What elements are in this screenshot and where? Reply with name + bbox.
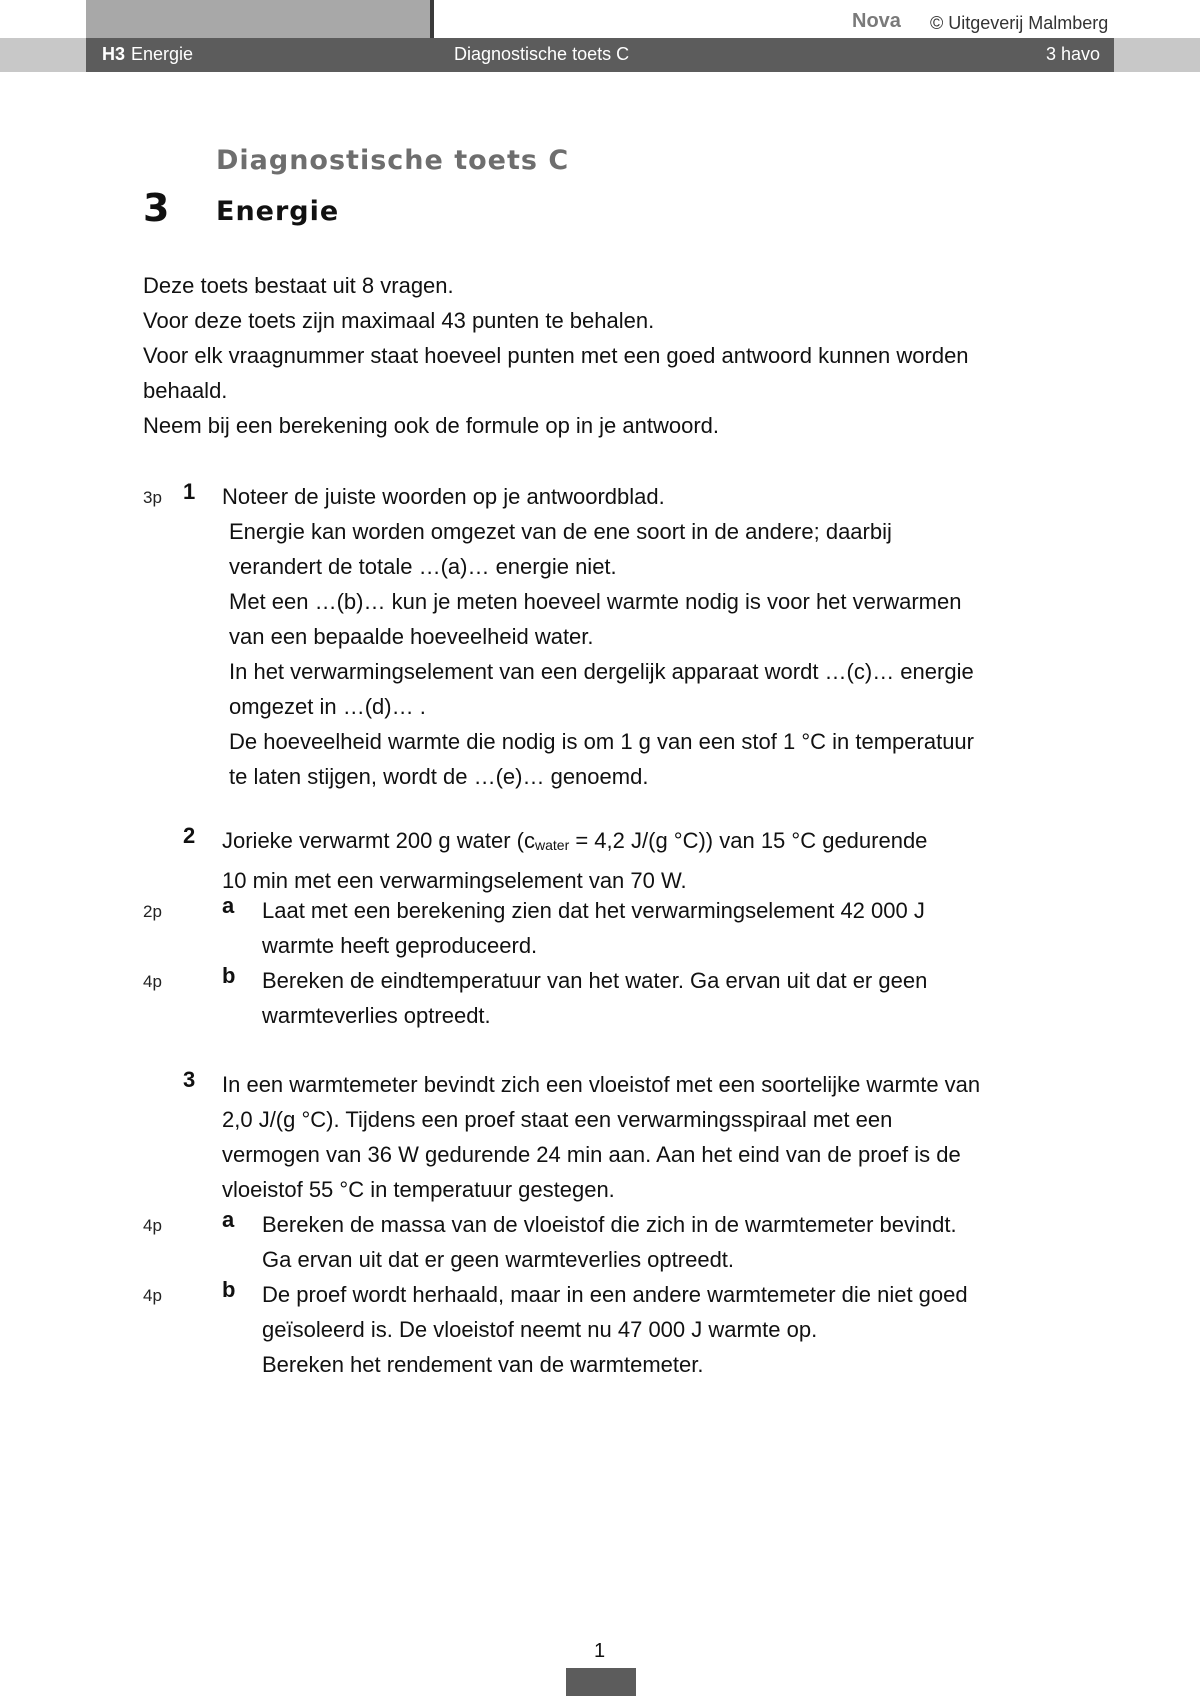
q1-text-line: In het verwarmingselement van een dergelijk apparaat wordt …(c)… energie (229, 659, 974, 684)
q2a-points: 2p (143, 902, 162, 921)
q3-text-line: vloeistof 55 °C in temperatuur gestegen. (222, 1177, 615, 1202)
q1-text (229, 514, 974, 794)
header-chapter (102, 44, 193, 65)
header-top-block (86, 0, 431, 38)
q2a-text-line: Laat met een berekening zien dat het verwarmingselement 42 000 J (262, 898, 925, 923)
intro-line: behaald. (143, 378, 228, 403)
q1-points: 3p (143, 488, 162, 507)
footer-tab (566, 1668, 636, 1696)
q2a-text-line: warmte heeft geproduceerd. (262, 933, 538, 958)
q1-text-line: De hoeveelheid warmte die nodig is om 1 g van een stof 1 °C in temperatuur (229, 729, 974, 754)
header-bar-left-margin (0, 38, 86, 72)
q1-instruction: Noteer de juiste woorden op je antwoordblad. (222, 484, 665, 509)
header-chapter-code: H3 (102, 44, 126, 64)
q2a-letter: a (222, 893, 235, 918)
q3a-text-line: Ga ervan uit dat er geen warmteverlies optreedt. (262, 1247, 735, 1272)
q2-text (222, 823, 927, 898)
q1-text-line: verandert de totale …(a)… energie niet. (229, 554, 617, 579)
q1-number: 1 (183, 479, 196, 504)
q2-subscript: water (535, 837, 570, 853)
brand-name: Nova (852, 10, 901, 32)
header-bar-right-margin (1114, 38, 1200, 72)
q3-number: 3 (183, 1067, 196, 1092)
q3a-text (262, 1207, 957, 1277)
q3-text-line: vermogen van 36 W gedurende 24 min aan. Aan het eind van de proef is de (222, 1142, 961, 1167)
q1-text-line: te laten stijgen, wordt de …(e)… genoemd. (229, 764, 649, 789)
q1-text-line: Energie kan worden omgezet van de ene soort in de andere; daarbij (229, 519, 892, 544)
intro-line: Neem bij een berekening ook de formule op in je antwoord. (143, 413, 720, 438)
q2-text-line (222, 823, 927, 863)
q3-text-line: In een warmtemeter bevindt zich een vloeistof met een soortelijke warmte van (222, 1072, 981, 1097)
q3b-text (262, 1277, 968, 1382)
q3b-points: 4p (143, 1286, 162, 1305)
q3b-letter: b (222, 1277, 236, 1302)
q2-text-line: 10 min met een verwarmingselement van 70 W. (222, 868, 687, 893)
q2-text-part: = 4,2 J/(g °C)) van 15 °C gedurende (569, 828, 928, 853)
q3b-text-line: De proef wordt herhaald, maar in een andere warmtemeter die niet goed (262, 1282, 968, 1307)
q3-text-line: 2,0 J/(g °C). Tijdens een proef staat een verwarmingsspiraal met een (222, 1107, 893, 1132)
header-test-title: Diagnostische toets C (454, 44, 630, 64)
q2b-letter: b (222, 963, 236, 988)
q3a-text-line: Bereken de massa van de vloeistof die zich in de warmtemeter bevindt. (262, 1212, 957, 1237)
q2b-text (262, 963, 927, 1033)
q2b-text-line: warmteverlies optreedt. (262, 1003, 491, 1028)
q1-text-line: van een bepaalde hoeveelheid water. (229, 624, 594, 649)
intro-line: Voor deze toets zijn maximaal 43 punten te behalen. (143, 308, 655, 333)
intro-paragraph (143, 268, 969, 443)
q3a-points: 4p (143, 1216, 162, 1235)
intro-line: Voor elk vraagnummer staat hoeveel punten met een goed antwoord kunnen worden (143, 343, 969, 368)
q3b-text-line: Bereken het rendement van de warmtemeter. (262, 1352, 704, 1377)
copyright: © Uitgeverij Malmberg (930, 13, 1109, 33)
q2a-text (262, 893, 925, 963)
q1-text-line: omgezet in …(d)… . (229, 694, 426, 719)
q3a-letter: a (222, 1207, 235, 1232)
q3b-text-line: geïsoleerd is. De vloeistof neemt nu 47 000 J warmte op. (262, 1317, 818, 1342)
q1-text-line: Met een …(b)… kun je meten hoeveel warmte nodig is voor het verwarmen (229, 589, 962, 614)
intro-line: Deze toets bestaat uit 8 vragen. (143, 273, 454, 298)
document-subtitle: Diagnostische toets C (216, 145, 570, 176)
chapter-title: Energie (216, 196, 340, 227)
q2-text-part: Jorieke verwarmt 200 g water (c (222, 828, 535, 853)
q2b-points: 4p (143, 972, 162, 991)
chapter-number: 3 (143, 186, 170, 230)
page-number: 1 (594, 1640, 606, 1662)
q2b-text-line: Bereken de eindtemperatuur van het water. Ga ervan uit dat er geen (262, 968, 928, 993)
q3-text (222, 1067, 980, 1207)
header-chapter-name: Energie (131, 44, 194, 64)
header-bar (86, 38, 1114, 72)
header-level: 3 havo (1045, 44, 1100, 64)
q2-number: 2 (183, 823, 196, 848)
